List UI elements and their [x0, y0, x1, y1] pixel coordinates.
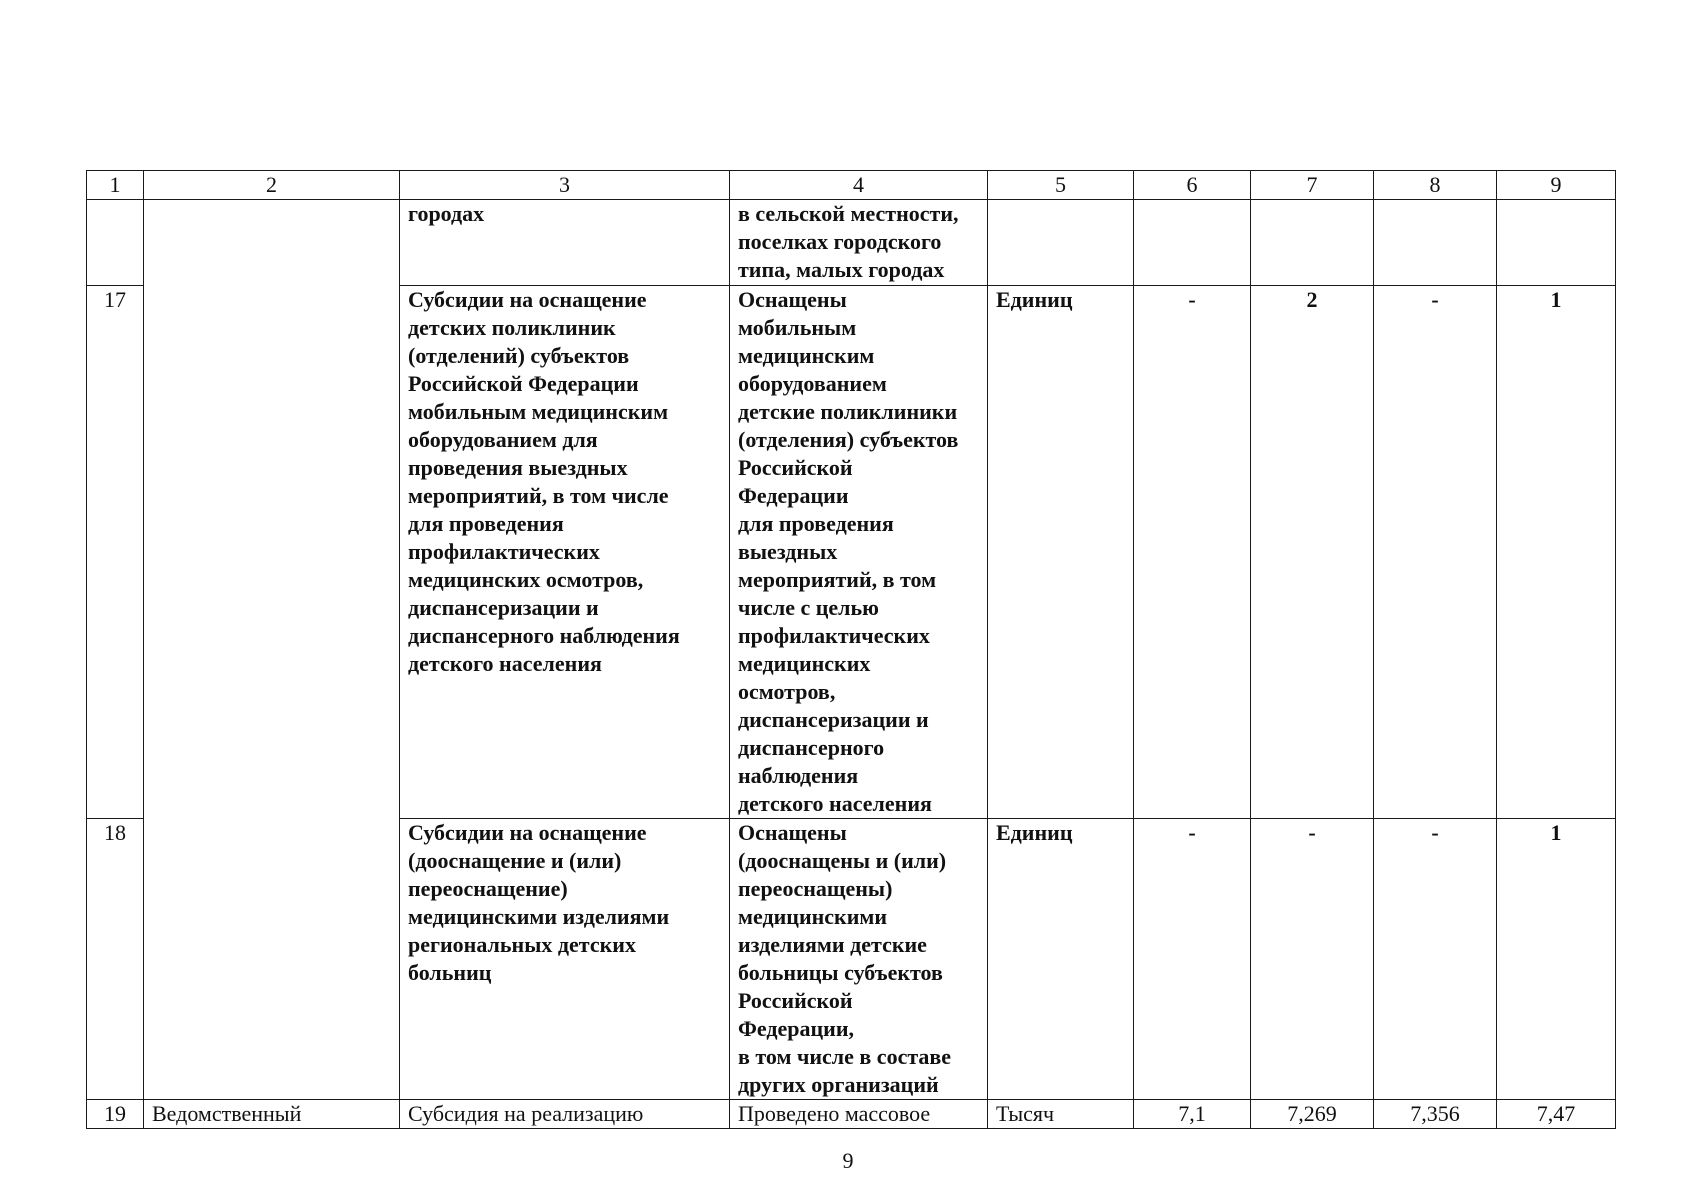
- indicators-table: [86, 170, 1616, 1129]
- row-number: 17: [87, 286, 144, 819]
- table-row-19: [87, 1100, 1616, 1129]
- measure-name: городах: [400, 200, 730, 286]
- value-col-6: -: [1134, 286, 1251, 819]
- column-header: 5: [988, 171, 1134, 200]
- value-col-9: [1497, 200, 1616, 286]
- result-description: Проведено массовое: [730, 1100, 988, 1129]
- value-col-7: -: [1251, 819, 1374, 1100]
- project-type: Ведомственный: [144, 1100, 400, 1129]
- unit: Единиц: [988, 819, 1134, 1100]
- unit: Единиц: [988, 286, 1134, 819]
- value-col-8: -: [1374, 286, 1497, 819]
- table-header-row: [87, 171, 1616, 200]
- column-header: 3: [400, 171, 730, 200]
- unit: Тысяч: [988, 1100, 1134, 1129]
- result-description: Оснащены мобильным медицинским оборудованием детские поликлиники (отделения) субъектов Российской Федерации для проведения выездных мероприятий, в том числе с целью профилактических медицинских осмотров, диспансеризации и диспансерного наблюдения детского населения: [730, 286, 988, 819]
- measure-name: Субсидии на оснащение (дооснащение и (или) переоснащение) медицинскими изделиями региональных детских больниц: [400, 819, 730, 1100]
- value-col-6: -: [1134, 819, 1251, 1100]
- page-number: 9: [842, 1148, 854, 1173]
- value-col-7: 7,269: [1251, 1100, 1374, 1129]
- column-header: 8: [1374, 171, 1497, 200]
- measure-name: Субсидия на реализацию: [400, 1100, 730, 1129]
- column-header: 6: [1134, 171, 1251, 200]
- table-row-continuation: [87, 200, 1616, 286]
- value-col-8: -: [1374, 819, 1497, 1100]
- result-description: в сельской местности, поселках городского типа, малых городах: [730, 200, 988, 286]
- column-header: 1: [87, 171, 144, 200]
- row-number: 18: [87, 819, 144, 1100]
- row-number: 19: [87, 1100, 144, 1129]
- value-col-7: 2: [1251, 286, 1374, 819]
- value-col-8: 7,356: [1374, 1100, 1497, 1129]
- project-type: [144, 286, 400, 819]
- column-header: 2: [144, 171, 400, 200]
- table-row-18: [87, 819, 1616, 1100]
- project-type: [144, 819, 400, 1100]
- value-col-9: 1: [1497, 819, 1616, 1100]
- value-col-8: [1374, 200, 1497, 286]
- column-header: 7: [1251, 171, 1374, 200]
- column-header: 9: [1497, 171, 1616, 200]
- result-description: Оснащены (дооснащены и (или) переоснащены) медицинскими изделиями детские больницы субъектов Российской Федерации, в том числе в составе других организаций: [730, 819, 988, 1100]
- unit: [988, 200, 1134, 286]
- table-row-17: [87, 286, 1616, 819]
- value-col-9: 1: [1497, 286, 1616, 819]
- project-type: [144, 200, 400, 286]
- measure-name: Субсидии на оснащение детских поликлиник (отделений) субъектов Российской Федерации мобильным медицинским оборудованием для проведения выездных мероприятий, в том числе для проведения профилактических медицинских осмотров, диспансеризации и диспансерного наблюдения детского населения: [400, 286, 730, 819]
- value-col-6: 7,1: [1134, 1100, 1251, 1129]
- row-number: [87, 200, 144, 286]
- value-col-6: [1134, 200, 1251, 286]
- value-col-7: [1251, 200, 1374, 286]
- value-col-9: 7,47: [1497, 1100, 1616, 1129]
- column-header: 4: [730, 171, 988, 200]
